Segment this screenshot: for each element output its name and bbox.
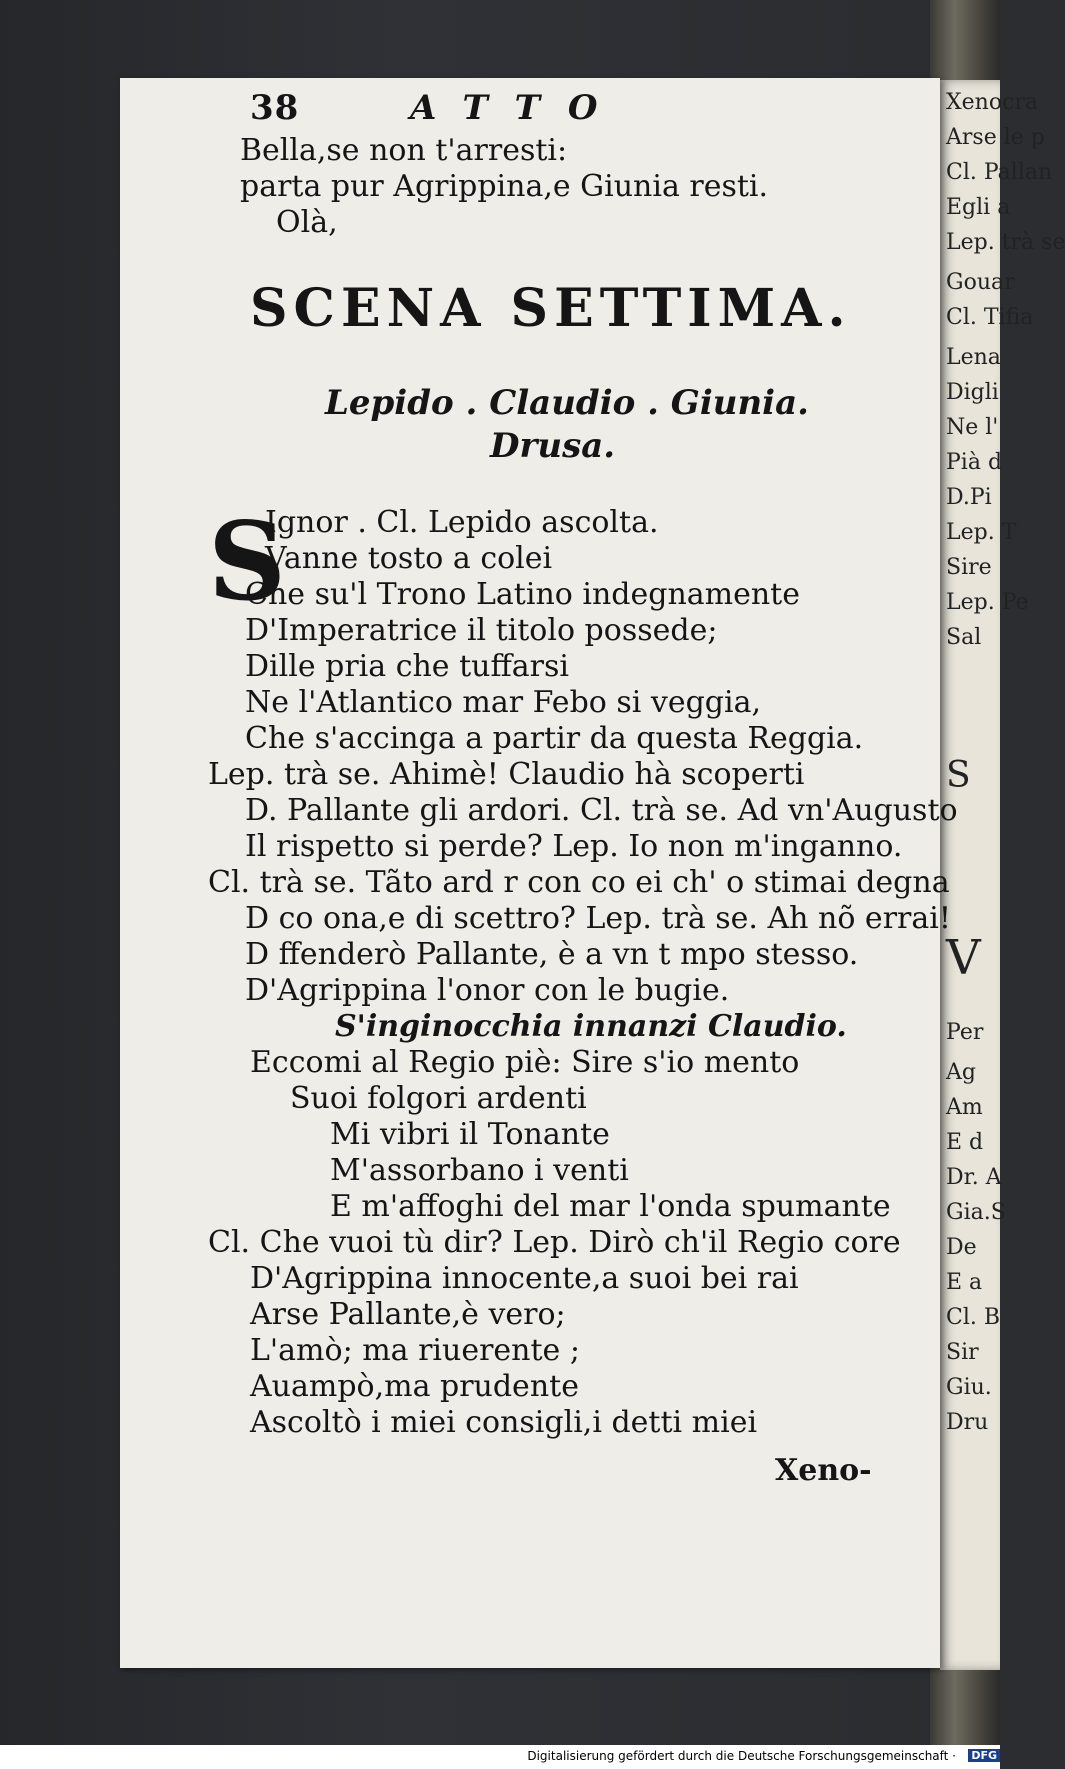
- adjacent-fragment: Cl. B: [946, 1305, 1001, 1330]
- adjacent-fragment: Ag: [946, 1060, 976, 1085]
- adjacent-fragment: Giu.: [946, 1375, 992, 1400]
- catchword: Xeno-: [775, 1453, 872, 1488]
- verse-line: Arse Pallante,è vero;: [250, 1297, 566, 1332]
- adjacent-fragment: Egli a: [946, 195, 1011, 220]
- dfg-logo: DFG: [968, 1749, 1000, 1762]
- stage-direction: S'inginocchia innanzi Claudio.: [335, 1009, 847, 1044]
- verse-line: E m'affoghi del mar l'onda spumante: [330, 1189, 891, 1224]
- adjacent-fragment: Per: [946, 1020, 984, 1045]
- adjacent-fragment: Ne l': [946, 415, 999, 440]
- page-header: [250, 88, 626, 128]
- verse-line: Il rispetto si perde? Lep. Io non m'inganno.: [245, 829, 903, 864]
- verse-line: Suoi folgori ardenti: [290, 1081, 587, 1116]
- adjacent-fragment: Gouar: [946, 270, 1015, 295]
- verse-line: Bella,se non t'arresti:: [240, 133, 568, 168]
- cast-list: Lepido . Claudio . Giunia.: [325, 383, 809, 423]
- adjacent-fragment: Cl. Tifia: [946, 305, 1034, 330]
- running-head: ATTO: [410, 88, 626, 128]
- verse-line: Cl. Che vuoi tù dir? Lep. Dirò ch'il Regio core: [208, 1225, 901, 1260]
- drop-capital: S: [208, 499, 286, 625]
- cast-list-continued: Drusa.: [490, 426, 616, 466]
- adjacent-fragment: Sire: [946, 555, 992, 580]
- verse-line: D'Imperatrice il titolo possede;: [245, 613, 718, 648]
- verse-line: Eccomi al Regio piè: Sire s'io mento: [250, 1045, 800, 1080]
- book-page: [120, 78, 958, 1668]
- adjacent-fragment: S: [946, 755, 971, 796]
- adjacent-fragment: Lep. trà se: [946, 230, 1065, 255]
- verse-line: Ascoltò i miei consigli,i detti miei: [250, 1405, 758, 1440]
- adjacent-fragment: Cl. Pallan: [946, 160, 1053, 185]
- verse-line: M'assorbano i venti: [330, 1153, 629, 1188]
- verse-line: Auampò,ma prudente: [250, 1369, 579, 1404]
- adjacent-fragment: Gia.S: [946, 1200, 1006, 1225]
- verse-line: Che s'accinga a partir da questa Reggia.: [245, 721, 864, 756]
- adjacent-fragment: Lep. T: [946, 520, 1017, 545]
- adjacent-fragment: Lep. Pe: [946, 590, 1029, 615]
- verse-line: D co ona,e di scettro? Lep. trà se. Ah nõ errai!: [245, 901, 951, 936]
- verse-line: Lep. trà se. Ahimè! Claudio hà scoperti: [208, 757, 805, 792]
- verse-line: D ffenderò Pallante, è a vn t mpo stesso.: [245, 937, 859, 972]
- adjacent-fragment: Lena: [946, 345, 1001, 370]
- scene-title: SCENA SETTIMA.: [250, 278, 852, 339]
- adjacent-fragment: Sal: [946, 625, 982, 650]
- adjacent-fragment: E d: [946, 1130, 984, 1155]
- verse-line: Olà,: [276, 205, 338, 240]
- verse-line: Vanne tosto a colei: [265, 541, 553, 576]
- verse-line: D'Agrippina l'onor con le bugie.: [245, 973, 730, 1008]
- footer-bar: [0, 1745, 1000, 1769]
- adjacent-fragment: Sir: [946, 1340, 979, 1365]
- verse-line: Dille pria che tuffarsi: [245, 649, 570, 684]
- page-number: 38: [250, 88, 300, 128]
- adjacent-fragment: Pià d: [946, 450, 1003, 475]
- verse-line: Ignor . Cl. Lepido ascolta.: [265, 505, 659, 540]
- adjacent-fragment: Dr. A: [946, 1165, 1002, 1190]
- adjacent-fragment: D.Pi: [946, 485, 992, 510]
- footer-credit: Digitalisierung gefördert durch die Deutsche Forschungsgemeinschaft ·: [527, 1749, 956, 1763]
- verse-line: Cl. trà se. Tãto ard r con co ei ch' o stimai degna: [208, 865, 950, 900]
- verse-line: parta pur Agrippina,e Giunia resti.: [240, 169, 769, 204]
- verse-line: D. Pallante gli ardori. Cl. trà se. Ad vn'Augusto: [245, 793, 958, 828]
- adjacent-fragment: Am: [946, 1095, 983, 1120]
- adjacent-fragment: Xenocra: [946, 90, 1039, 115]
- adjacent-fragment: V: [946, 930, 981, 986]
- adjacent-fragment: E a: [946, 1270, 983, 1295]
- verse-line: Mi vibri il Tonante: [330, 1117, 610, 1152]
- verse-line: L'amò; ma riuerente ;: [250, 1333, 580, 1368]
- verse-line: Ne l'Atlantico mar Febo si veggia,: [245, 685, 762, 720]
- adjacent-fragment: Dru: [946, 1410, 989, 1435]
- verse-line: D'Agrippina innocente,a suoi bei rai: [250, 1261, 799, 1296]
- adjacent-fragment: Digli: [946, 380, 999, 405]
- adjacent-fragment: De: [946, 1235, 977, 1260]
- verse-line: Che su'l Trono Latino indegnamente: [245, 577, 800, 612]
- adjacent-fragment: Arse le p: [946, 125, 1045, 150]
